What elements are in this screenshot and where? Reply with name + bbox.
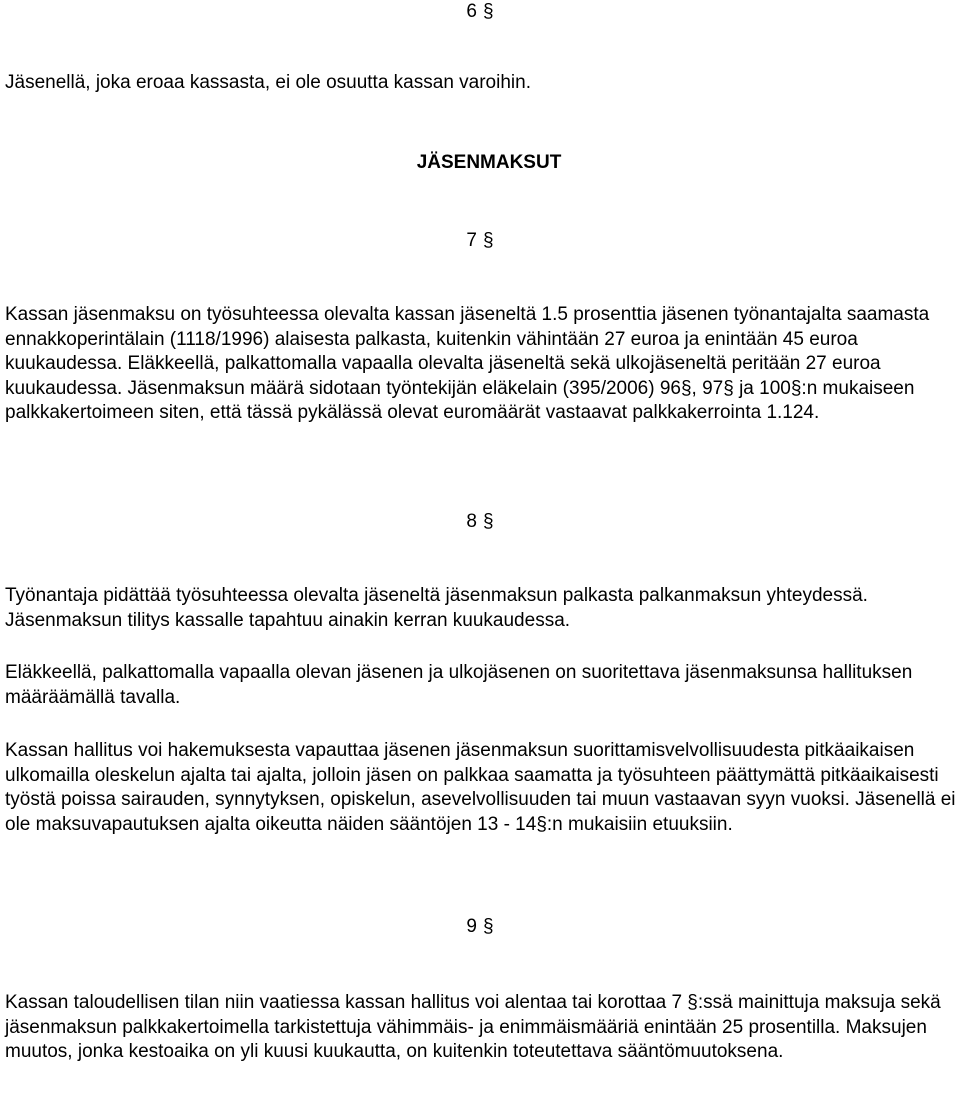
section-7-number [0,229,960,253]
section-number: 8 [466,511,477,532]
paragraph-section-6: Jäsenellä, joka eroaa kassasta, ei ole osuutta kassan varoihin. [5,72,531,93]
paragraph-section-8-pensioners: Eläkkeellä, palkattomalla vapaalla olevan jäsenen ja ulkojäsenen on suoritettava jäsenmaksunsa hallituksen määräämällä tavalla. [5,662,913,708]
paragraph-section-9: Kassan taloudellisen tilan niin vaatiessa kassan hallitus voi alentaa tai korottaa 7 §:ssä mainittuja maksuja sekä jäsenmaksun palkkakertoimella tarkistettuja vähimmäis- ja enimmäismääriä enintään 25 prosentilla. Maksujen muutos, jonka kestoaika on yli kuusi kuukautta, on kuitenkin toteutettava sääntömuutoksena. [5,992,941,1062]
section-number: 7 [466,230,477,251]
section-symbol: § [483,1,494,22]
paragraph-section-7: Kassan jäsenmaksu on työsuhteessa olevalta kassan jäseneltä 1.5 prosenttia jäsenen työnantajalta saamasta ennakkoperintälain (1118/1996) alaisesta palkasta, kuitenkin vähintään 27 euroa ja enintään 45 euroa kuukaudessa. Eläkkeellä, palkattomalla vapaalla olevalta jäseneltä sekä ulkojäseneltä peritään 27 euroa kuukaudessa. Jäsenmaksun määrä sidotaan työntekijän eläkelain (395/2006) 96§, 97§ ja 100§:n mukaiseen palkkakertoimeen siten, että tässä pykälässä olevat euromäärät vastaavat palkkakerrointa 1.124. [5,304,930,423]
section-number: 6 [466,1,477,22]
section-symbol: § [483,230,494,251]
section-number: 9 [466,916,477,937]
paragraph-section-8-exemption: Kassan hallitus voi hakemuksesta vapauttaa jäsenen jäsenmaksun suorittamisvelvollisuudesta pitkäaikaisen ulkomailla oleskelun ajalta tai ajalta, jolloin jäsen on palkkaa saamatta ja työsuhteen päättymättä pitkäaikaisesti työstä poissa sairauden, synnytyksen, opiskelun, asevelvollisuuden tai muun vastaavan syyn vuoksi. Jäsenellä ei ole maksuvapautuksen ajalta oikeutta näiden sääntöjen 13 - 14§:n mukaisiin etuuksiin. [5,740,956,835]
section-symbol: § [483,511,494,532]
section-symbol: § [483,916,494,937]
section-6-number [0,0,960,24]
section-9-number [0,915,960,939]
heading-jasenmaksut: JÄSENMAKSUT [416,152,562,173]
paragraph-section-8-withholding: Työnantaja pidättää työsuhteessa olevalta jäseneltä jäsenmaksun palkasta palkanmaksun yhteydessä. Jäsenmaksun tilitys kassalle tapahtuu ainakin kerran kuukaudessa. [5,585,868,631]
section-8-number [0,510,960,534]
